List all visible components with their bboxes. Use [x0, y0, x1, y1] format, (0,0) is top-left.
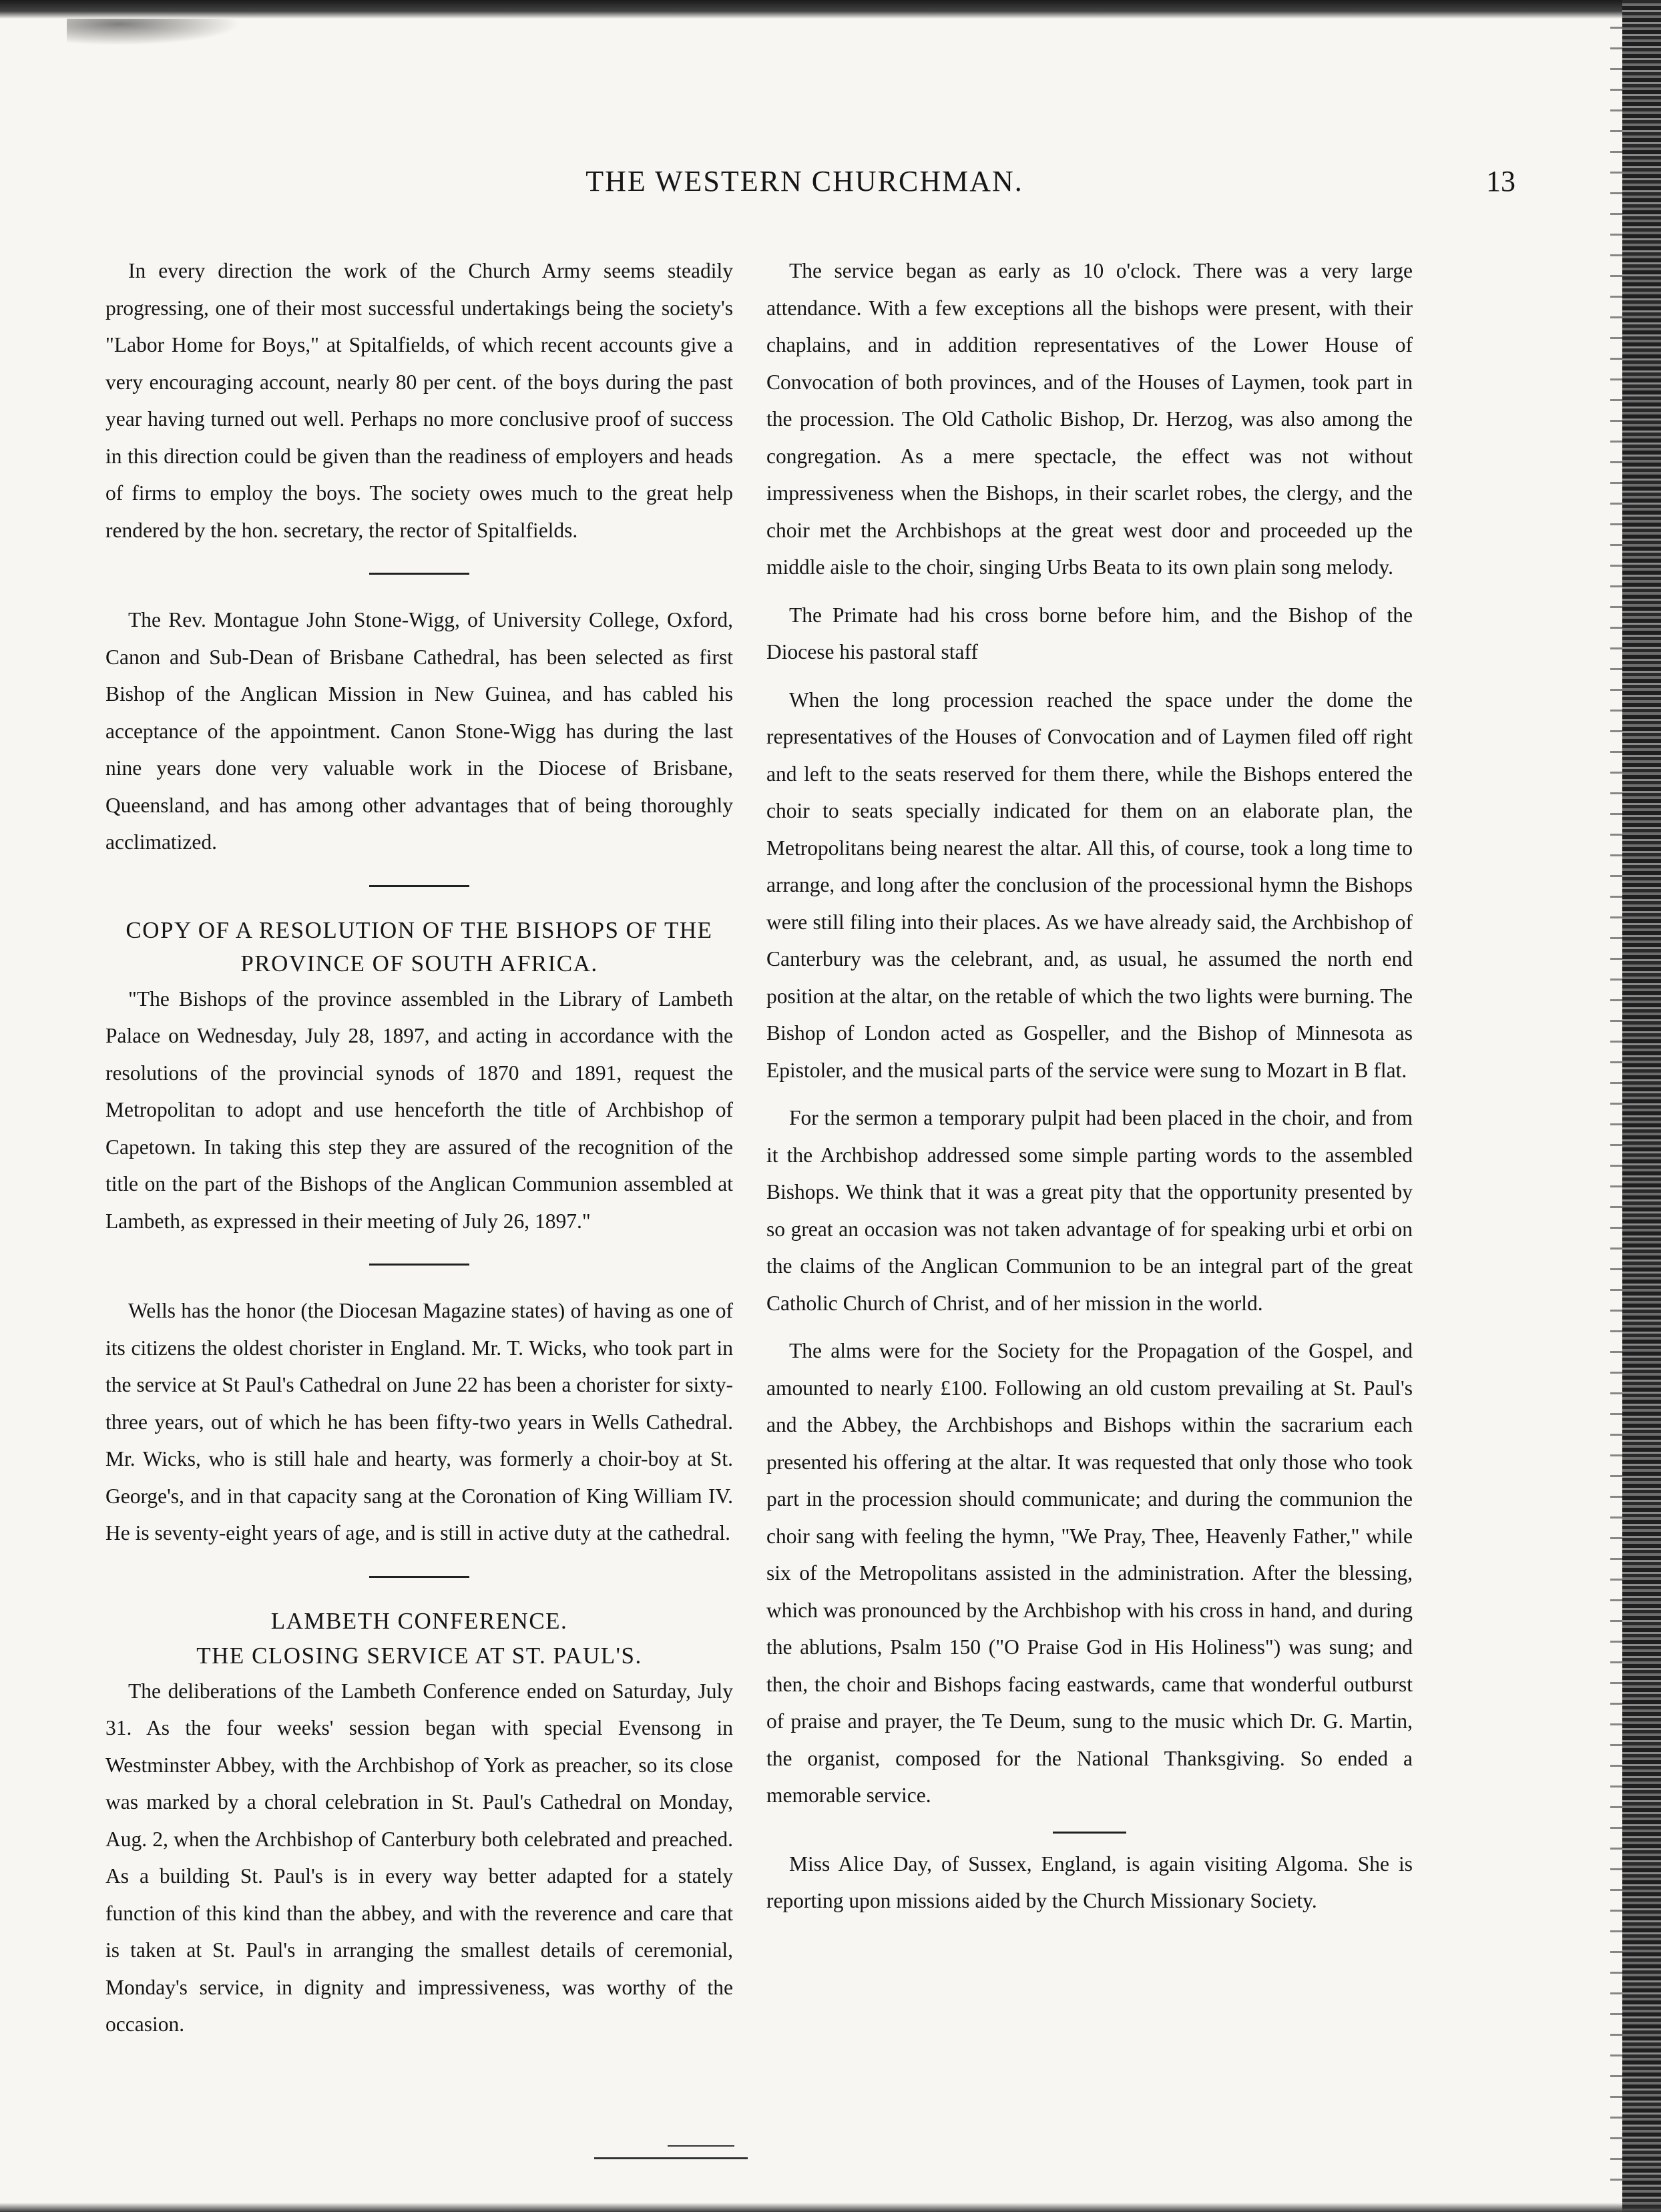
- separator-rule: [1053, 1832, 1126, 1834]
- page-header: [93, 164, 1515, 204]
- primate-paragraph: The Primate had his cross borne before him, and the Bishop of the Diocese his pastoral staff: [766, 603, 1413, 663]
- separator-rule: [369, 1264, 469, 1266]
- sermon-paragraph: For the sermon a temporary pulpit had been placed in the choir, and from it the Archbishop addressed some simple parting words to the assembled Bishops. We think that it was a great pity that the opportunity presented by so great an occasion was not taken advantage of for speaking urbi et orbi on the claims of the Anglican Communion to be an integral part of the great Catholic Church of Christ, and of her mission in the world.: [766, 1106, 1413, 1315]
- left-column: [105, 252, 733, 2043]
- resolution-paragraph: "The Bishops of the province assembled in the Library of Lambeth Palace on Wednesday, July 28, 1897, and acting in accordance with the resolutions of the provincial synods of 1870 and 1891, request the Metropolitan to adopt and use henceforth the title of Archbishop of Capetown. In taking this step they are assured of the recognition of the title on the part of the Bishops of the Anglican Communion assembled at Lambeth, as expressed in their meeting of July 26, 1897.": [105, 987, 733, 1233]
- footer-dash: [594, 2157, 748, 2159]
- scan-speck: [67, 19, 240, 45]
- scan-top-edge: [0, 0, 1661, 19]
- lambeth-paragraph: The deliberations of the Lambeth Conference ended on Saturday, July 31. As the four weeks' session began with special Evensong in Westminster Abbey, with the Archbishop of York as preacher, so its close was marked by a choral celebration in St. Paul's Cathedral on Monday, Aug. 2, when the Archbishop of Canterbury both celebrated and preached. As a building St. Paul's is in every way better adapted for a stately function of this kind than the abbey, and with the reverence and care that is taken at St. Paul's in arranging the smallest details of ceremonial, Monday's service, in dignity and impressiveness, was worthy of the occasion.: [105, 1679, 733, 2036]
- church-army-paragraph: In every direction the work of the Church Army seems steadily progressing, one of their most successful undertakings being the society's "Labor Home for Boys," at Spitalfields, of which recent accounts give a very encouraging account, nearly 80 per cent. of the boys during the past year having turned out well. Perhaps no more conclusive proof of success in this direction could be given than the readiness of employers and heads of firms to employ the boys. The society owes much to the great help rendered by the hon. secretary, the rector of Spitalfields.: [105, 259, 733, 542]
- right-column: [766, 252, 1413, 1920]
- separator-rule: [369, 885, 469, 887]
- scan-binding-edge: [1622, 0, 1661, 2212]
- lambeth-heading: LAMBETH CONFERENCE.: [270, 1607, 568, 1634]
- scan-binding-shadow: [1610, 27, 1622, 2183]
- wells-chorister-paragraph: Wells has the honor (the Diocesan Magazine states) of having as one of its citizens the oldest chorister in England. Mr. T. Wicks, who took part in the service at St Paul's Cathedral on June 22 has been a chorister for sixty-three years, out of which he has been fifty-two years in Wells Cathedral. Mr. Wicks, who is still hale and hearty, was formerly a choir-boy at St. George's, and in that capacity sang at the Coronation of King William IV. He is seventy-eight years of age, and is still in active duty at the cathedral.: [105, 1299, 733, 1545]
- service-paragraph: The service began as early as 10 o'clock. There was a very large attendance. With a few exceptions all the bishops were present, with their chaplains, and in addition representatives of the Lower House of Convocation of both provinces, and of the Houses of Laymen, took part in the procession. The Old Catholic Bishop, Dr. Herzog, was also among the congregation. As a mere spectacle, the effect was not without impressiveness when the Bishops, in their scarlet robes, the clergy, and the choir met the Archbishops at the great west door and proceeded up the middle aisle to the choir, singing Urbs Beata to its own plain song melody.: [766, 259, 1413, 579]
- stone-wigg-paragraph: The Rev. Montague John Stone-Wigg, of University College, Oxford, Canon and Sub-Dean of Brisbane Cathedral, has been selected as first Bishop of the Anglican Mission in New Guinea, and has cabled his acceptance of the appointment. Canon Stone-Wigg has during the last nine years done very valuable work in the Diocese of Brisbane, Queensland, and has among other advantages that of being thoroughly acclimatized.: [105, 608, 733, 854]
- alms-paragraph: The alms were for the Society for the Propagation of the Gospel, and amounted to nearly £100. Following an old custom prevailing at St. Paul's and the Abbey, the Archbishops and Bishops within the sacrarium each presented his offering at the altar. It was requested that only those who took part in the procession should communicate; and during the communion the choir sang with feeling the hymn, "We Pray, Thee, Heavenly Father," while six of the Metropolitans assisted in the administration. After the blessing, which was pronounced by the Archbishop with his cross in hand, and during the ablutions, Psalm 150 ("O Praise God in His Holiness") was sung; and then, the choir and Bishops facing eastwards, came that wonderful outburst of praise and prayer, the Te Deum, sung to the music which Dr. G. Martin, the organist, composed for the National Thanksgiving. So ended a memorable service.: [766, 1339, 1413, 1807]
- running-head: THE WESTERN CHURCHMAN.: [585, 165, 1023, 198]
- separator-rule: [369, 573, 469, 575]
- resolution-heading: COPY OF A RESOLUTION OF THE BISHOPS OF THE PROVINCE OF SOUTH AFRICA.: [126, 916, 713, 977]
- footer-dash: [668, 2145, 734, 2147]
- procession-paragraph: When the long procession reached the space under the dome the representatives of the Houses of Convocation and of Laymen filed off right and left to the seats reserved for them there, while the Bishops entered the choir to seats specially indicated for them on an elaborate plan, the Metropolitans being nearest the altar. All this, of course, took a long time to arrange, and long after the conclusion of the processional hymn the Bishops were still filing into their places. As we have already said, the Archbishop of Canterbury was the celebrant, and, as usual, he assumed the north end position at the altar, on the retable of which the two lights were burning. The Bishop of London acted as Gospeller, and the Bishop of Minnesota as Epistoler, and the musical parts of the service were sung to Mozart in B flat.: [766, 687, 1413, 1082]
- scan-bottom-edge: [0, 2203, 1661, 2212]
- separator-rule: [369, 1576, 469, 1578]
- page-number: 13: [1486, 165, 1515, 198]
- closing-service-heading: THE CLOSING SERVICE AT ST. PAUL'S.: [196, 1642, 642, 1669]
- alice-day-paragraph: Miss Alice Day, of Sussex, England, is again visiting Algoma. She is reporting upon missions aided by the Church Missionary Society.: [766, 1852, 1413, 1912]
